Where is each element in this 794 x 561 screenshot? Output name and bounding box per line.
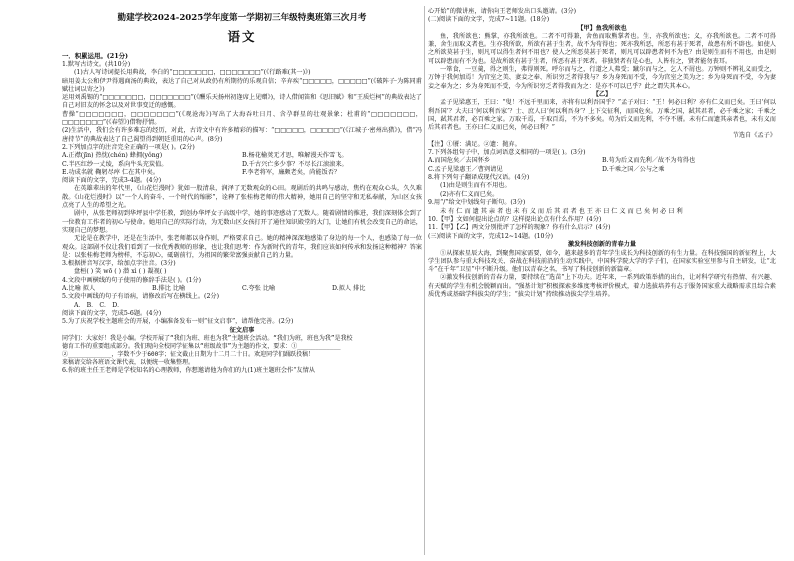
q8-item: (1)由是则生而有不用也。 [440, 182, 511, 190]
q8-stem: 8.将下列句子翻译成现代汉语。(4分) [428, 174, 530, 182]
q2-option: E.功成名就 鞠躬尽瘁 仁在其中矣。 [62, 168, 160, 176]
q1-heading: 1.默写古诗文。(共10分) [62, 61, 131, 68]
q9-stem: 9.用“/”给文中划线句子断句。(3分) [428, 199, 526, 207]
q3-items: 盘桓( ) 笑 wō ( ) 潜 xì ( ) 凝视( ) [74, 268, 167, 276]
q9-text: 未 有 仁 而 遗 其 亲 者 也 未 有 义 而 后 其 君 者 也 王 亦 曰 仁 义 而 已 矣 何 必 曰 利 [440, 207, 683, 215]
essay-paragraph: ①从探索星辰大海，到聚焦国家需要，如今，越来越多的青年学生成长为科技创新的有生力量。在科技强国的新征程上，大学生团队参与重大科技攻关、奋战在科技前沿的生动实践中，中国科学院大学的学子们，在国家实验室里参与自主研发，让“北斗”在千年“卫星”中不断升级。他们以青春之名，书写了科技创新的新篇章。 [428, 249, 776, 274]
q2-option: C.半匹红纱一丈绫，系向牛头充炭值。 [62, 160, 168, 168]
q2-option: B.杨花榆荚无才思，唯解漫天作雪飞。 [242, 152, 348, 160]
reading-intro: 阅读下面的文字，完成3-4题。(4分) [62, 177, 162, 185]
q2-option: F.李老将军，廉颇老矣，尚能饭否？ [242, 168, 341, 176]
q2-option: A.正襟(jīn) 热忱(chén) 蜂拥(yǒng) [62, 152, 163, 160]
text-yi-title: 【乙】 [592, 90, 612, 98]
q6-continued: 心开始”的微讲座，请你向王老师发出口头邀请。(3分) [428, 8, 577, 15]
q5-stem: 5.为了庆祝学校主题班会的开展，小编准备发布一则“征文启事”，请帮他完善。(2分) [62, 318, 294, 326]
q1-line: (1)古人写诗词提长用典故，李白的“□□□□□□□，□□□□□□□”(《行路难(其一)》) [74, 69, 311, 77]
reading-intro-2: 阅读下面的文字，完成5-6题。(4分) [62, 309, 162, 317]
q8-item: (2)亦有仁义而已矣。 [440, 190, 499, 198]
passage-paragraph: 无论是在教学中，还是在生活中，张老师都以身作则，严格要求自己。她的精神深深地感染了身边的每一个人，也感染了每一位观众。这部剧不仅让我们看到了一位优秀教师的形象，也让我们思考：作为新时代的青年，我们应该如何传承和发扬这种精神？答案是：以张桂梅老师为榜样，不忘初心，砥砺前行，为祖国的繁荣富强贡献自己的力量。 [62, 235, 422, 259]
q1-line: 运用刘禹锡的“□□□□□□□，□□□□□□□”(《酬乐天扬州初逢席上见赠》)，诗人借闻笛和《思旧赋》和“王质烂柯”的典故表达了自己对旧友的怀念以及对世事变迁的感慨。 [62, 94, 422, 110]
text-jia-paragraph: 一箪食，一豆羹，得之则生，弗得则死。呼尔而与之，行道之人弗受；蹴尔而与之，乞人不屑也。万钟则不辨礼义而受之，万钟于我何加焉！为宫室之美、妻妾之奉、所识穷乏者得我与？乡为身死而不受，今为宫室之美为之；乡为身死而不受，今为妻妾之奉为之；乡为身死而不受，今为所识穷乏者得我而为之：是亦不可以已乎？此之谓失其本心。 [428, 66, 776, 90]
annotation-note: 【注】①餍：满足。②遗：抛弃。 [428, 140, 521, 148]
reading-3-intro: (三)阅读下面的文字，完成12~14题。(10分) [428, 232, 554, 240]
q11-stem: 11.【甲】【乙】两文分别批评了怎样的现象？你有什么启示？(4分) [428, 224, 611, 232]
q4b-stem: 5.文段中画线的句子有语病，请修改后写在横线上。(2分) [62, 293, 219, 301]
q1-line: 暗用姜太公和伊尹得遇商汤的典故，表达了自己对从政仍有所期待的乐观自信；辛弃疾“□□□□□，□□□□□”(《破阵子·为陈同甫赋壮词以寄之》) [62, 77, 422, 93]
text-yi-paragraph: 孟子见梁惠王，王曰：“叟！不远千里而来，亦将有以利吾国乎？”孟子对曰：“王！何必曰利？亦有仁义而已矣。王曰‘何以利吾国’？大夫曰‘何以利吾家’？士、庶人曰‘何以利吾身’？上下交征利，而国危矣。万乘之国，弑其君者，必千乘之家；千乘之国，弑其君者，必百乘之家。万取千焉，千取百焉，不为不多矣。苟为后义而先利，不夺不餍。未有仁而遗其亲者也，未有义而后其君者也。王亦曰仁义而已矣，何必曰利？” [428, 99, 776, 132]
notice-title: 征文启事 [229, 326, 255, 334]
passage-paragraph: 剧中，从张老师初到华坪县中学任教，到创办华坪女子高级中学，她的事迹感动了无数人。随着剧情的推进，我们深刻体会到了一位教育工作者的初心与使命。她用自己的实际行动，为无数山区女孩打开了通往知识殿堂的大门，让她们有机会改变自己的命运，实现自己的梦想。 [62, 210, 422, 234]
q4-option: C.夸张 比喻 [242, 285, 276, 293]
q4b-line: A． B． C． D． [74, 301, 124, 309]
essay-title: 激发科技创新的青春力量 [567, 241, 637, 249]
q4-option: D.拟人 排比 [332, 285, 366, 293]
right-column [428, 8, 776, 551]
essay-paragraph: ②激发科技创新的青春力量，要持续在“选苗”上下功夫。近年来，一系列政策举措的出台，让对科学研究有热情、有兴趣、有天赋的学生有机会脱颖而出。“强基计划”积极探索多维度考核评价模式，着力选拔培养有志于服务国家重大战略需求且综合素质优秀或基础学科拔尖的学生；“拔尖计划”持续推动拔尖学生培养。 [428, 274, 776, 299]
text-jia-title: 【甲】鱼我所欲也 [577, 24, 627, 32]
notice-draft-line: 来稿请交给各班语文课代表，以便统一收集整理。 [62, 359, 195, 367]
q7-option: C.孟子见梁惠王／曹刿请见 [428, 165, 503, 173]
q2-options [62, 152, 422, 177]
passage-paragraph: 在英雄辈出的年代里，《山花烂漫时》犹如一股清泉，润泽了无数观众的心田。观剧后的共鸣与感动，焦灼在观众心头，久久难散。《山花烂漫时》以“一个人的奋斗、一个时代的缩影”，诠释了张桂梅老师的伟大精神，她用自己的坚守和无私奉献，为山区女孩点亮了人生的希望之光。 [62, 185, 422, 210]
left-column [62, 8, 422, 551]
q10-stem: 10.【甲】文如何提出论点的？这样提出论点有什么作用？(4分) [428, 216, 602, 224]
q3-stem: 3.根据拼音写汉字，给加点字注音。(3分) [62, 260, 176, 268]
text-yi-source: 节选自《孟子》 [732, 132, 776, 140]
column-divider [424, 6, 425, 555]
q7-option: A.而国危矣／去国怀乡 [428, 157, 491, 165]
q2-stem: 2.下列加点字的注音完全正确的一项是( )。(2分) [62, 143, 195, 151]
reading-2-intro: (二)阅读下面的文字，完成7~11题。(18分) [428, 16, 550, 24]
q7-option: B.苟为后义而先利／故不为苟得也 [602, 157, 696, 165]
q4-stem: 4.文段中画横线的句子使用的修辞手法是( )。(1分) [62, 276, 202, 284]
notice-draft-line: 同学们：大家好！我是小编。学校开展了“我们为班、班也为我”主题班会活动。“我们为班，班也为我”是我校 [62, 334, 353, 342]
q6-stem: 6.你的班主任王老师是学校知名的心理教师，你想邀请他为你们的九(1)班主题班会作“友情从 [62, 367, 315, 375]
part1-heading: 一．积累运用。(21分) [62, 52, 129, 60]
q4-option: A.比喻 拟人 [62, 285, 96, 293]
q7-options [428, 157, 776, 174]
subject-title: 语文 [227, 29, 257, 44]
q7-stem: 7.下列各组句子中，加点词语意义相同的一项是( )。(3分) [428, 149, 586, 157]
text-jia-paragraph: 鱼，我所欲也；熊掌，亦我所欲也。二者不可得兼，舍鱼而取熊掌者也。生，亦我所欲也；义，亦我所欲也。二者不可得兼，舍生而取义者也。生亦我所欲，所欲有甚于生者，故不为苟得也；死亦我所恶，所恶有甚于死者，故患有所不辟也。如使人之所欲莫甚于生，则凡可以得生者何不用也？使人之所恶莫甚于死者，则凡可以辟患者何不为也？由是则生而有不用也，由是则可以辟患而有不为也。是故所欲有甚于生者，所恶有甚于死者。非独贤者有是心也，人皆有之，贤者能勿丧耳。 [428, 32, 776, 65]
q1-line: (2)生活中，我们会有许多难忘的经历，对此，古诗文中有许多精彩的描写：“□□□□□，□□□□□”(《江城子·密州出猎》)，借“冯唐持节”的典故表达了自己渴望得到朝廷重用的心声。(8分) [62, 127, 422, 143]
q2-option: D.千古兴亡多少事？不尽长江滚滚来。 [242, 160, 348, 168]
q7-option: D.千乘之国／公与之乘 [602, 165, 665, 173]
notice-draft-line: 德育工作的重要组成部分。我们现向全校同学征集以“班级故事”为主题的作文，要求：①____________ [62, 342, 341, 350]
exam-title: 勤建学校2024-2025学年度第一学期初三年级特奥班第三次月考 [117, 13, 367, 23]
q1-line: 曹操“□□□□□□□，□□□□□□□”(《观沧海》)写出了大海吞吐日月、含孕群星的壮观景象；杜甫的“□□□□□□□，□□□□□□□”(《春望》)借物抒情。 [62, 110, 422, 127]
notice-draft-line: ②____________，字数不少于600字；征文截止日期为十二月二十日。欢迎同学们踊跃投稿！ [62, 350, 315, 358]
q4-option: B.排比 比喻 [152, 285, 186, 293]
